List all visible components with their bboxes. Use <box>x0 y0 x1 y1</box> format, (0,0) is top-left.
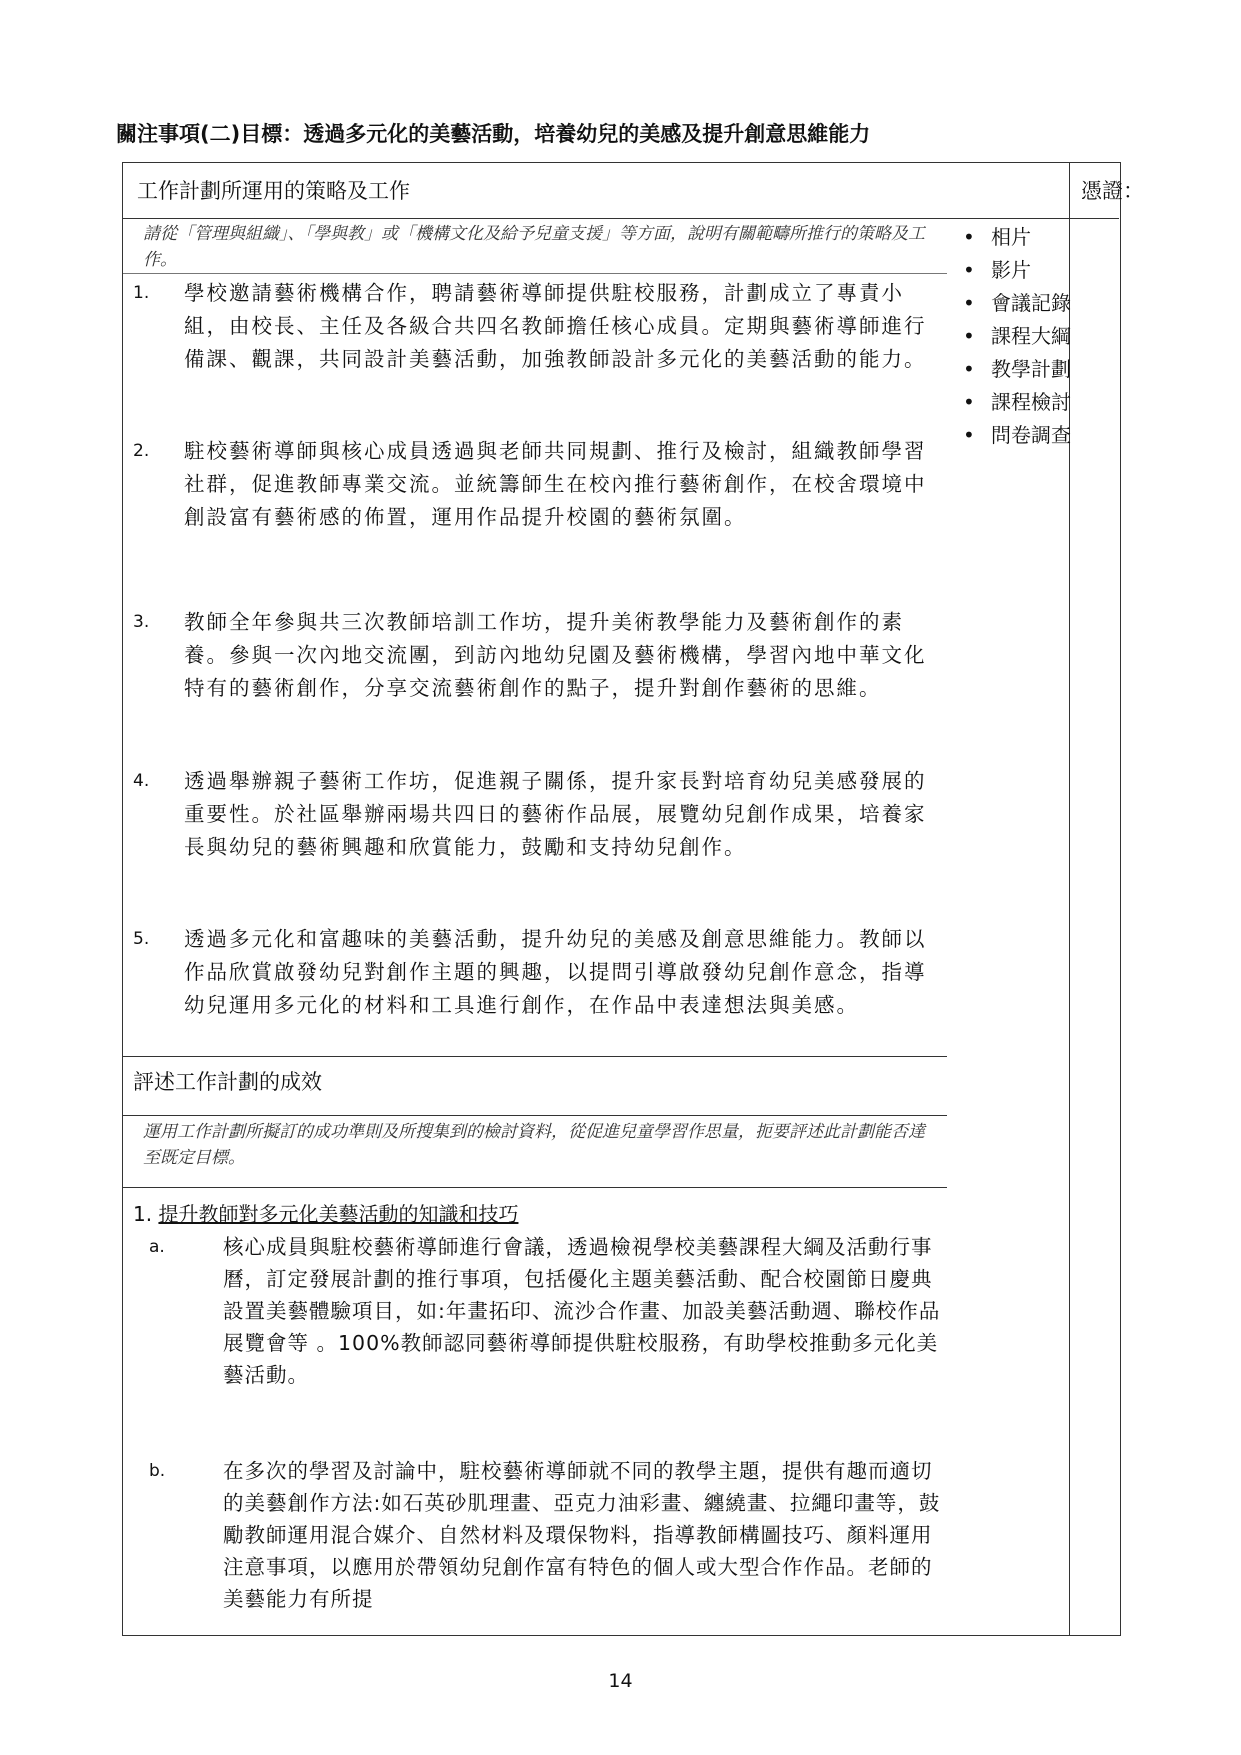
item-text: 駐校藝術導師與核心成員透過與老師共同規劃、推行及檢討，組織教師學習社群，促進教師專業交流。並統籌師生在校內推行藝術創作，在校舍環境中創設富有藝術感的佈置，運用作品提升校園的藝術氛圍。 <box>184 439 927 529</box>
bullet-icon: • <box>963 225 975 249</box>
item-text: 教師全年參與共三次教師培訓工作坊，提升美術教學能力及藝術創作的素養。參與一次內地交流團，到訪內地幼兒園及藝術機構，學習內地中華文化特有的藝術創作，分享交流藝術創作的點子，提升對創作藝術的思維。 <box>184 610 927 700</box>
page-title: 關注事項(二)目標：透過多元化的美藝活動，培養幼兒的美感及提升創意思維能力 <box>116 122 871 146</box>
evaluation-header: 評述工作計劃的成效 <box>133 1070 322 1094</box>
item-text: 學校邀請藝術機構合作，聘請藝術導師提供駐校服務，計劃成立了專責小組，由校長、主任及各級合共四名教師擔任核心成員。定期與藝術導師進行備課、觀課，共同設計美藝活動，加強教師設計多元化的美藝活動的能力。 <box>184 281 927 371</box>
evidence-label: 教學計劃 <box>991 357 1071 381</box>
section-heading: 提升教師對多元化美藝活動的知識和技巧 <box>158 1202 519 1226</box>
evidence-item <box>953 419 1071 452</box>
strategy-instruction-note: 請從「管理與組織」、「學與教」或「機構文化及給予兒童支援」等方面，說明有關範疇所推行的策略及工作。 <box>143 224 925 270</box>
bullet-icon: • <box>963 390 975 414</box>
evaluation-section-title <box>133 1199 518 1229</box>
evidence-item <box>953 287 1071 320</box>
note-divider <box>123 273 947 274</box>
header-divider <box>123 218 1119 219</box>
page-number: 14 <box>608 1670 633 1692</box>
evidence-column-header: 憑證： <box>1081 179 1144 203</box>
item-number: 1. <box>133 283 150 303</box>
bullet-icon: • <box>963 258 975 282</box>
item-text: 核心成員與駐校藝術導師進行會議，透過檢視學校美藝課程大綱及活動行事曆，訂定發展計劃的推行事項，包括優化主題美藝活動、配合校園節日慶典設置美藝體驗項目，如:年畫拓印、流沙合作畫、加設美藝活動週、聯校作品展覽會等 。100%教師認同藝術導師提供駐校服務，有助學校推動多元化美藝活動。 <box>223 1235 941 1387</box>
evidence-label: 影片 <box>991 258 1031 282</box>
bullet-icon: • <box>963 357 975 381</box>
plan-table <box>122 162 1144 1636</box>
eval-header-divider <box>123 1115 947 1116</box>
evidence-item <box>953 221 1071 254</box>
section-number: 1. <box>133 1202 153 1226</box>
evidence-label: 會議記錄 <box>991 291 1071 315</box>
item-label: b. <box>149 1461 166 1481</box>
item-text: 透過多元化和富趣味的美藝活動，提升幼兒的美感及創意思維能力。教師以作品欣賞啟發幼兒對創作主題的興趣，以提問引導啟發幼兒創作意念，指導幼兒運用多元化的材料和工具進行創作，在作品中表達想法與美感。 <box>184 927 927 1017</box>
evaluation-instruction-note: 運用工作計劃所擬訂的成功準則及所搜集到的檢討資料，從促進兒童學習作思量，扼要評述此計劃能否達至既定目標。 <box>143 1122 925 1168</box>
item-text: 透過舉辦親子藝術工作坊，促進親子關係，提升家長對培育幼兒美感發展的重要性。於社區舉辦兩場共四日的藝術作品展，展覽幼兒創作成果，培養家長與幼兒的藝術興趣和欣賞能力，鼓勵和支持幼兒創作。 <box>184 769 927 859</box>
bullet-icon: • <box>963 324 975 348</box>
section-divider <box>123 1056 947 1057</box>
evidence-item <box>953 320 1071 353</box>
item-number: 3. <box>133 612 150 632</box>
item-number: 2. <box>133 441 150 461</box>
evidence-label: 課程檢討 <box>991 390 1071 414</box>
evidence-item <box>953 386 1071 419</box>
evidence-label: 相片 <box>991 225 1031 249</box>
strategy-column-header: 工作計劃所運用的策略及工作 <box>137 179 410 203</box>
evidence-item <box>953 353 1071 386</box>
bullet-icon: • <box>963 423 975 447</box>
item-text: 在多次的學習及討論中，駐校藝術導師就不同的教學主題，提供有趣而適切的美藝創作方法:如石英砂肌理畫、亞克力油彩畫、纏繞畫、拉繩印畫等，鼓勵教師運用混合媒介、自然材料及環保物料，指導教師構圖技巧、顏料運用注意事項，以應用於帶領幼兒創作富有特色的個人或大型合作作品。老師的美藝能力有所提 <box>223 1459 941 1611</box>
item-label: a. <box>149 1237 165 1257</box>
eval-note-divider <box>123 1187 947 1188</box>
evidence-label: 課程大綱 <box>991 324 1071 348</box>
evidence-item <box>953 254 1071 287</box>
bullet-icon: • <box>963 291 975 315</box>
evidence-label: 問卷調查 <box>991 423 1071 447</box>
item-number: 5. <box>133 929 150 949</box>
evidence-list <box>953 221 1071 452</box>
item-number: 4. <box>133 771 150 791</box>
